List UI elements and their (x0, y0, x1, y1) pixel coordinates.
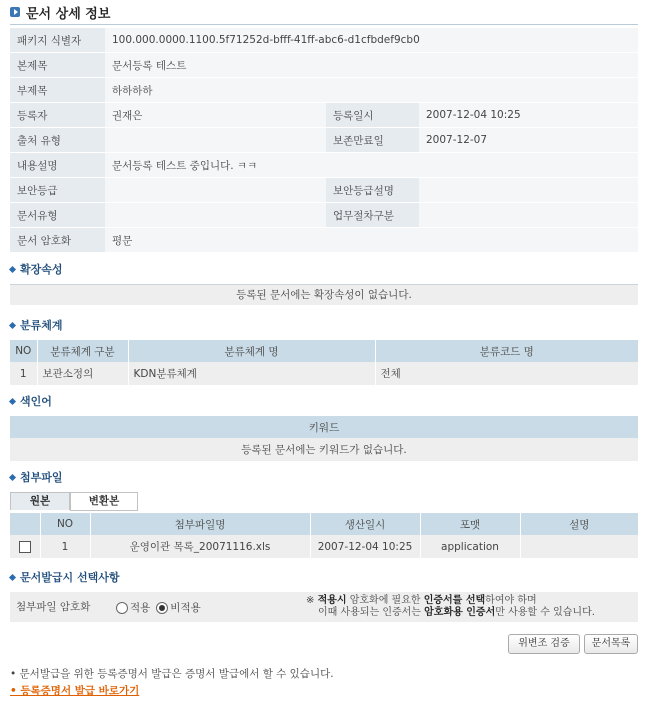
cell-class-code: 전체 (375, 362, 638, 385)
col-header-check (10, 513, 40, 535)
reg-date-value: 2007-12-04 10:25 (419, 103, 638, 128)
note-bold-select-cert: 인증서를 선택 (423, 595, 486, 606)
extended-title-text: 확장속성 (20, 263, 63, 276)
doc-type-label: 문서유형 (10, 203, 105, 228)
section-bullet-icon (9, 321, 16, 328)
keywords-title-text: 색인어 (20, 395, 52, 408)
radio-apply[interactable] (116, 602, 128, 614)
attachment-encryption-label: 첨부파일 암호화 (16, 601, 91, 613)
source-type-label: 출처 유형 (10, 128, 105, 153)
radio-apply-label[interactable]: 적용 (130, 602, 151, 614)
col-header-no: NO (10, 340, 37, 362)
doc-list-button[interactable]: 문서목록 (584, 634, 638, 654)
issue-options-title-text: 문서발급시 선택사항 (20, 571, 120, 584)
table-row (10, 362, 638, 385)
col-header-desc: 설명 (520, 513, 638, 535)
col-header-filename: 첨부파일명 (90, 513, 310, 535)
note-mid: 암호화에 필요한 (346, 595, 424, 606)
retention-end-label: 보존만료일 (326, 128, 419, 153)
main-title-value: 문서등록 테스트 (105, 53, 638, 78)
encryption-label: 문서 암호화 (10, 228, 105, 253)
doc-type-value (105, 203, 326, 228)
package-id-value: 100.000.0000.1100.5f71252d-bfff-41ff-abc6-d1cfbdef9cb0 (105, 28, 638, 53)
tab-original[interactable]: 원본 (10, 492, 70, 510)
col-header-no: NO (40, 513, 90, 535)
main-title-label: 본제목 (10, 53, 105, 78)
section-bullet-icon (9, 397, 16, 404)
reg-date-label: 등록일시 (326, 103, 419, 128)
registrant-label: 등록자 (10, 103, 105, 128)
encryption-note-line2 (306, 607, 595, 619)
keywords-table (10, 416, 638, 461)
title-divider (10, 24, 638, 25)
section-bullet-icon (9, 573, 16, 580)
forgery-check-button[interactable]: 위변조 검증 (508, 634, 580, 654)
note-bold-apply: 적용시 (317, 595, 347, 606)
sub-title-label: 부제목 (10, 78, 105, 103)
certificate-notice: • 문서발급을 위한 등록증명서 발급은 증명서 발급에서 할 수 있습니다. (10, 668, 334, 680)
attachments-section-title (10, 470, 63, 484)
encryption-note (306, 595, 595, 619)
sub-title-value: 하하하하 (105, 78, 638, 103)
col-header-format: 포맷 (420, 513, 520, 535)
encryption-note-line1 (306, 595, 595, 607)
section-bullet-icon (9, 265, 16, 272)
description-label: 내용설명 (10, 153, 105, 178)
cell-class-name: KDN분류체계 (128, 362, 375, 385)
security-desc-value (419, 178, 638, 203)
work-proc-value (419, 203, 638, 228)
row-select-cell (10, 535, 40, 558)
attachments-title-text: 첨부파일 (20, 471, 63, 484)
description-value: 문서등록 테스트 중입니다. ㅋㅋ (105, 153, 638, 178)
cell-produced: 2007-12-04 10:25 (310, 535, 420, 558)
cell-no: 1 (40, 535, 90, 558)
security-level-label: 보안등급 (10, 178, 105, 203)
encryption-value: 평문 (105, 228, 638, 253)
row-checkbox[interactable] (19, 541, 31, 553)
col-header-produced: 생산일시 (310, 513, 420, 535)
keywords-section-title (10, 394, 52, 408)
cell-desc (520, 535, 638, 558)
encryption-radio-group (116, 600, 201, 615)
classification-section-title (10, 318, 63, 332)
issue-options-row (10, 592, 638, 622)
col-header-class-type: 분류체계 구분 (37, 340, 128, 362)
radio-not-apply[interactable] (156, 602, 168, 614)
section-bullet-icon (9, 473, 16, 480)
cell-no: 1 (10, 362, 37, 385)
note2-end: 만 사용할 수 있습니다. (495, 607, 595, 618)
title-bullet-icon (10, 7, 20, 17)
table-row (10, 535, 638, 558)
classification-table (10, 340, 638, 385)
source-type-value (105, 128, 326, 153)
radio-not-apply-label[interactable]: 비적용 (170, 602, 201, 614)
work-proc-label: 업무절차구분 (326, 203, 419, 228)
page-title (10, 3, 110, 21)
col-header-class-name: 분류체계 명 (128, 340, 375, 362)
cell-format: application (420, 535, 520, 558)
col-header-class-code: 분류코드 명 (375, 340, 638, 362)
note2-bold-cert: 암호화용 인증서 (424, 607, 496, 618)
issue-options-section-title (10, 570, 119, 584)
cell-filename[interactable]: 운영이관 목록_20071116.xls (90, 535, 310, 558)
keywords-empty-message: 등록된 문서에는 키워드가 없습니다. (10, 438, 638, 461)
tab-converted[interactable]: 변환본 (70, 492, 138, 511)
security-desc-label: 보안등급설명 (326, 178, 419, 203)
note-prefix: ※ (306, 595, 318, 606)
document-info-table (10, 28, 638, 253)
security-level-value (105, 178, 326, 203)
note-end: 하여야 하며 (485, 595, 537, 606)
cell-class-type: 보관소정의 (37, 362, 128, 385)
attachments-table (10, 513, 638, 558)
registrant-value: 권재은 (105, 103, 326, 128)
extended-section-title (10, 262, 63, 276)
retention-end-value: 2007-12-07 (419, 128, 638, 153)
extended-empty-message: 등록된 문서에는 확장속성이 없습니다. (10, 284, 638, 305)
certificate-issue-link[interactable]: • 등록증명서 발급 바로가기 (10, 685, 140, 697)
package-id-label: 패키지 식별자 (10, 28, 105, 53)
col-header-keyword: 키워드 (10, 416, 638, 438)
page-title-text: 문서 상세 정보 (26, 6, 111, 22)
note2-start: 이때 사용되는 인증서는 (318, 607, 425, 618)
classification-title-text: 분류체계 (20, 319, 63, 332)
